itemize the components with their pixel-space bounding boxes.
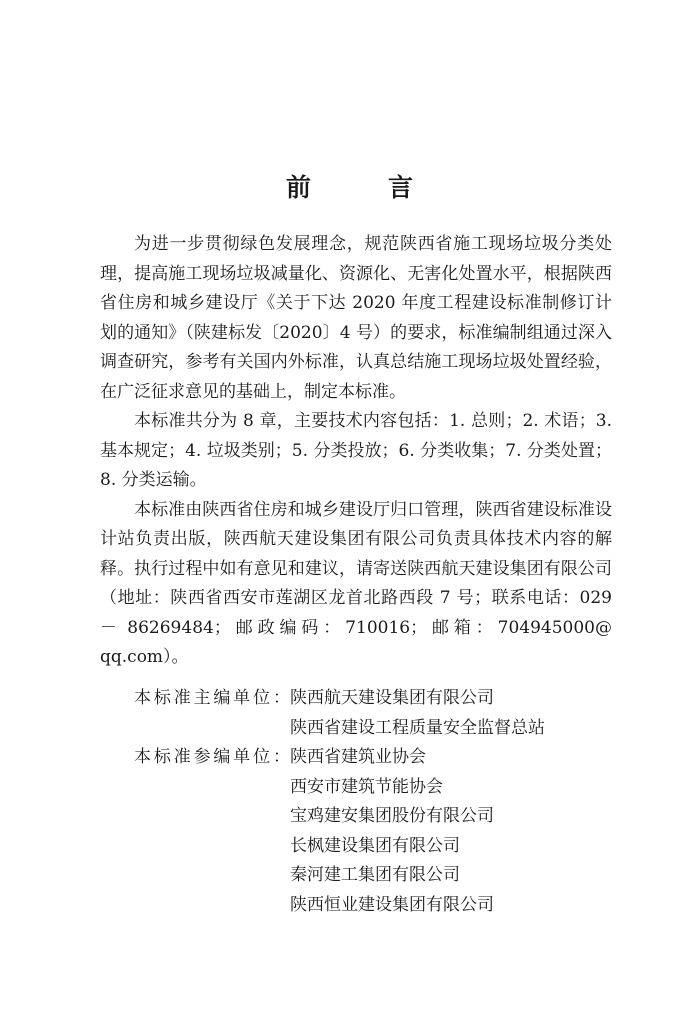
chief-editor-unit: 陕西航天建设集团有限公司 xyxy=(290,688,494,708)
preface-body xyxy=(100,230,612,673)
chief-editor-label: 本标准主编单位： xyxy=(134,688,290,708)
paragraph-administration: 本标准由陕西省住房和城乡建设厅归口管理，陕西省建设标准设计站负责出版，陕西航天建设集团有限公司负责具体技术内容的解释。执行过程中如有意见和建议，请寄送陕西航天建设集团有限公司（地址：陕西省西安市莲湖区龙首北路西段 7 号；联系电话：029 － 86269484；邮政编码：710016；邮箱：704945000@ qq.com）。 xyxy=(100,499,612,667)
paragraph-purpose: 为进一步贯彻绿色发展理念，规范陕西省施工现场垃圾分类处理，提高施工现场垃圾减量化、资源化、无害化处置水平，根据陕西省住房和城乡建设厅《关于下达 2020 年度工程建设标准制修订计划的通知》（陕建标发〔2020〕4 号）的要求，标准编制组通过深入调查研究，参考有关国内外标准，认真总结施工现场垃圾处置经验，在广泛征求意见的基础上，制定本标准。 xyxy=(100,234,612,402)
participating-editor-unit: 宝鸡建安集团股份有限公司 xyxy=(290,806,494,826)
participating-editor-unit: 陕西恒业建设集团有限公司 xyxy=(290,894,494,915)
participating-editor-unit: 陕西省建筑业协会 xyxy=(290,747,426,767)
participating-editor-row xyxy=(100,802,620,832)
participating-editor-row xyxy=(100,743,620,773)
participating-editor-unit: 西安市建筑节能协会 xyxy=(290,776,443,797)
participating-editor-row xyxy=(100,861,620,891)
chief-editor-unit: 陕西省建设工程质量安全监督总站 xyxy=(290,717,545,738)
chief-editor-row xyxy=(100,714,620,744)
participating-editor-unit: 长枫建设集团有限公司 xyxy=(290,835,460,856)
paragraph-contents: 本标准共分为 8 章，主要技术内容包括：1. 总则；2. 术语；3. 基本规定；4. 垃圾类别；5. 分类投放；6. 分类收集；7. 分类处置；8. 分类运输。 xyxy=(100,411,612,490)
editor-units xyxy=(100,684,620,920)
participating-editor-unit: 秦河建工集团有限公司 xyxy=(290,865,460,885)
participating-editor-label: 本标准参编单位： xyxy=(134,747,290,767)
participating-editor-row xyxy=(100,832,620,862)
participating-editor-row xyxy=(100,773,620,803)
page-title: 前 言 xyxy=(285,173,439,202)
chief-editor-row xyxy=(100,684,620,714)
participating-editor-row xyxy=(100,891,620,921)
